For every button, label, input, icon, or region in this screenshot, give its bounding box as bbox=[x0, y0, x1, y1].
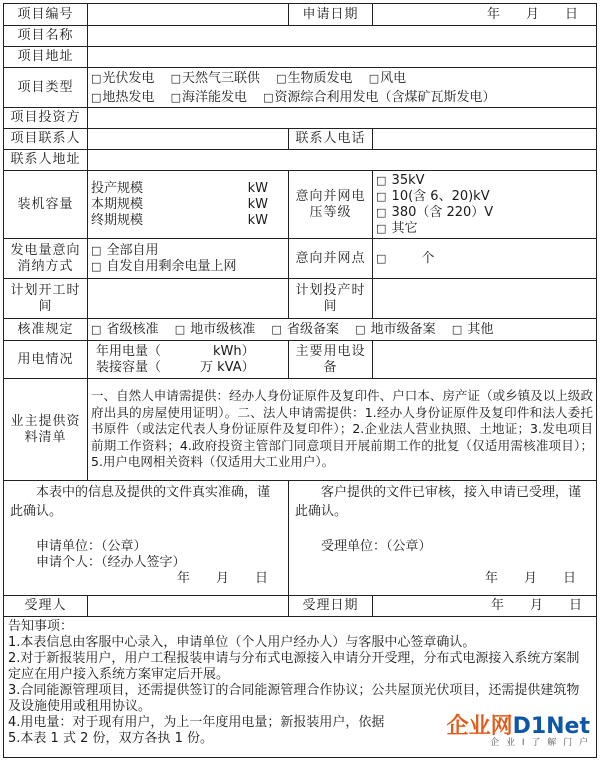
usage-values bbox=[88, 341, 289, 379]
type-option[interactable]: □生物质发电 bbox=[276, 70, 353, 86]
annual-consumption[interactable]: 年用电量（ kWh） bbox=[96, 343, 255, 359]
start-time-label: 计划开工时间 bbox=[4, 279, 88, 319]
notice-item: 5.本表 1 式 2 份，双方各执 1 份。 bbox=[8, 731, 214, 746]
notice-item: 3.合同能源管理项目，还需提供签订的合同能源管理合作协议；公共屋顶光伏项目，还需提供建筑物及设施使用或租用协议。 bbox=[8, 683, 580, 714]
production-time-label: 计划投产时间 bbox=[289, 279, 373, 319]
approval-option[interactable]: □ 地市级核准 bbox=[174, 321, 256, 337]
acceptor-confirm bbox=[289, 481, 597, 596]
project-address-value[interactable] bbox=[88, 47, 597, 68]
type-option[interactable]: □海洋能发电 bbox=[170, 89, 247, 105]
accept-date-value[interactable]: 年 月 日 bbox=[373, 596, 597, 617]
contact-value[interactable] bbox=[88, 129, 289, 150]
usage-label: 用电情况 bbox=[4, 341, 88, 379]
equipment-value[interactable] bbox=[373, 341, 597, 379]
docs-text: 一、自然人申请需提供：经办人身份证原件及复印件、户口本、房产证（或乡镇及以上级政府出具的房屋使用证明）。二、法人申请需提供：1.经办人身份证原件及复印件和法人委托书原件（或法定代表人身份证原件及复印件）；2.企业法人营业执照、土地证；3.发电项目前期工作资料；4.政府投资主管部门同意项目开展前期工作的批复（仅适用需核准项目）；5.用户电网相关资料（仅适用大工业用户）。 bbox=[88, 379, 597, 481]
consumption-option[interactable]: □ 自发自用剩余电量上网 bbox=[91, 258, 237, 274]
acceptor-unit: 受理单位：（公章） bbox=[321, 539, 432, 554]
investor-value[interactable] bbox=[88, 108, 597, 129]
consumption-option[interactable]: □ 全部自用 bbox=[91, 242, 159, 258]
notice-item: 2.对于新报装用户，用户工程报装申请与分布式电源接入申请分开受理，分布式电源接入系统方案制定应在用户接入系统方案审定后开展。 bbox=[8, 651, 580, 682]
type-option[interactable]: □地热发电 bbox=[91, 89, 155, 105]
docs-label: 业主提供资料清单 bbox=[4, 379, 88, 481]
grid-point-label: 意向并网点 bbox=[289, 239, 373, 279]
type-option[interactable]: □天然气三联供 bbox=[170, 70, 260, 86]
voltage-option[interactable]: □ 其它 bbox=[376, 220, 418, 236]
contact-phone-label: 联系人电话 bbox=[289, 129, 373, 150]
accept-date-label: 受理日期 bbox=[289, 596, 373, 617]
capacity-line[interactable]: 投产规模 kW bbox=[91, 180, 268, 196]
acceptor-date[interactable]: 年 月 日 bbox=[484, 571, 576, 586]
watermark-logo: 企业网D1Net 企 业 I 了 解 门 户 bbox=[446, 714, 590, 748]
applicant-person: 申请个人：（经办人签字） bbox=[36, 555, 186, 570]
notice-item: 1.本表信息由客服中心录入，申请单位（个人用户经办人）与客服中心签章确认。 bbox=[8, 635, 476, 650]
approval-options bbox=[88, 319, 597, 341]
applicant-unit: 申请单位：（公章） bbox=[36, 539, 147, 554]
project-name-value[interactable] bbox=[88, 26, 597, 47]
approval-label: 核准规定 bbox=[4, 319, 88, 341]
project-address-label: 项目地址 bbox=[4, 47, 88, 68]
project-no-label: 项目编号 bbox=[4, 4, 88, 26]
voltage-options bbox=[373, 171, 597, 239]
approval-option[interactable]: □ 省级备案 bbox=[271, 321, 339, 337]
contact-address-value[interactable] bbox=[88, 150, 597, 171]
applicant-confirm bbox=[4, 481, 289, 596]
capacity-label: 装机容量 bbox=[4, 171, 88, 239]
acceptor-confirm-text: 客户提供的文件已审核，接入申请已受理，谨此确认。 bbox=[295, 485, 582, 519]
capacity-line[interactable]: 本期规模 kW bbox=[91, 196, 268, 212]
consumption-options bbox=[88, 239, 289, 279]
project-type-options bbox=[88, 68, 597, 108]
capacity-line[interactable]: 终期规模 kW bbox=[91, 212, 268, 228]
contact-label: 项目联系人 bbox=[4, 129, 88, 150]
contact-phone-value[interactable] bbox=[373, 129, 597, 150]
project-name-label: 项目名称 bbox=[4, 26, 88, 47]
project-no-value[interactable] bbox=[88, 4, 289, 26]
acceptor-value[interactable] bbox=[88, 596, 289, 617]
applicant-confirm-text: 本表中的信息及提供的文件真实准确，谨此确认。 bbox=[10, 485, 271, 519]
start-time-value[interactable] bbox=[88, 279, 289, 319]
apply-date-value[interactable]: 年 月 日 bbox=[373, 4, 597, 26]
consumption-label: 发电量意向消纳方式 bbox=[4, 239, 88, 279]
applicant-date[interactable]: 年 月 日 bbox=[176, 571, 268, 586]
project-type-label: 项目类型 bbox=[4, 68, 88, 108]
approval-option[interactable]: □ 其他 bbox=[451, 321, 494, 337]
type-option[interactable]: □资源综合利用发电（含煤矿瓦斯发电） bbox=[263, 89, 496, 105]
grid-point-value[interactable]: □ 个 bbox=[373, 239, 597, 279]
production-time-value[interactable] bbox=[373, 279, 597, 319]
approval-option[interactable]: □ 省级核准 bbox=[91, 321, 159, 337]
notice-title: 告知事项： bbox=[8, 619, 74, 634]
voltage-option[interactable]: □ 10(含 6、20)kV bbox=[376, 188, 490, 204]
type-option[interactable]: □光伏发电 bbox=[91, 70, 155, 86]
equipment-label: 主要用电设备 bbox=[289, 341, 373, 379]
voltage-option[interactable]: □ 35kV bbox=[376, 172, 425, 188]
notice-section bbox=[4, 617, 597, 758]
voltage-label: 意向并网电压等级 bbox=[289, 171, 373, 239]
acceptor-label: 受理人 bbox=[4, 596, 88, 617]
investor-label: 项目投资方 bbox=[4, 108, 88, 129]
installed-capacity[interactable]: 装接容量（ 万 kVA） bbox=[96, 359, 255, 375]
application-form bbox=[3, 3, 597, 758]
type-option[interactable]: □风电 bbox=[368, 70, 407, 86]
approval-option[interactable]: □ 地市级备案 bbox=[355, 321, 436, 337]
capacity-values bbox=[88, 171, 289, 239]
notice-item: 4.用电量：对于现有用户，为上一年度用电量；新报装用户，依据 bbox=[8, 715, 385, 730]
apply-date-label: 申请日期 bbox=[289, 4, 373, 26]
contact-address-label: 联系人地址 bbox=[4, 150, 88, 171]
voltage-option[interactable]: □ 380（含 220）V bbox=[376, 204, 494, 220]
